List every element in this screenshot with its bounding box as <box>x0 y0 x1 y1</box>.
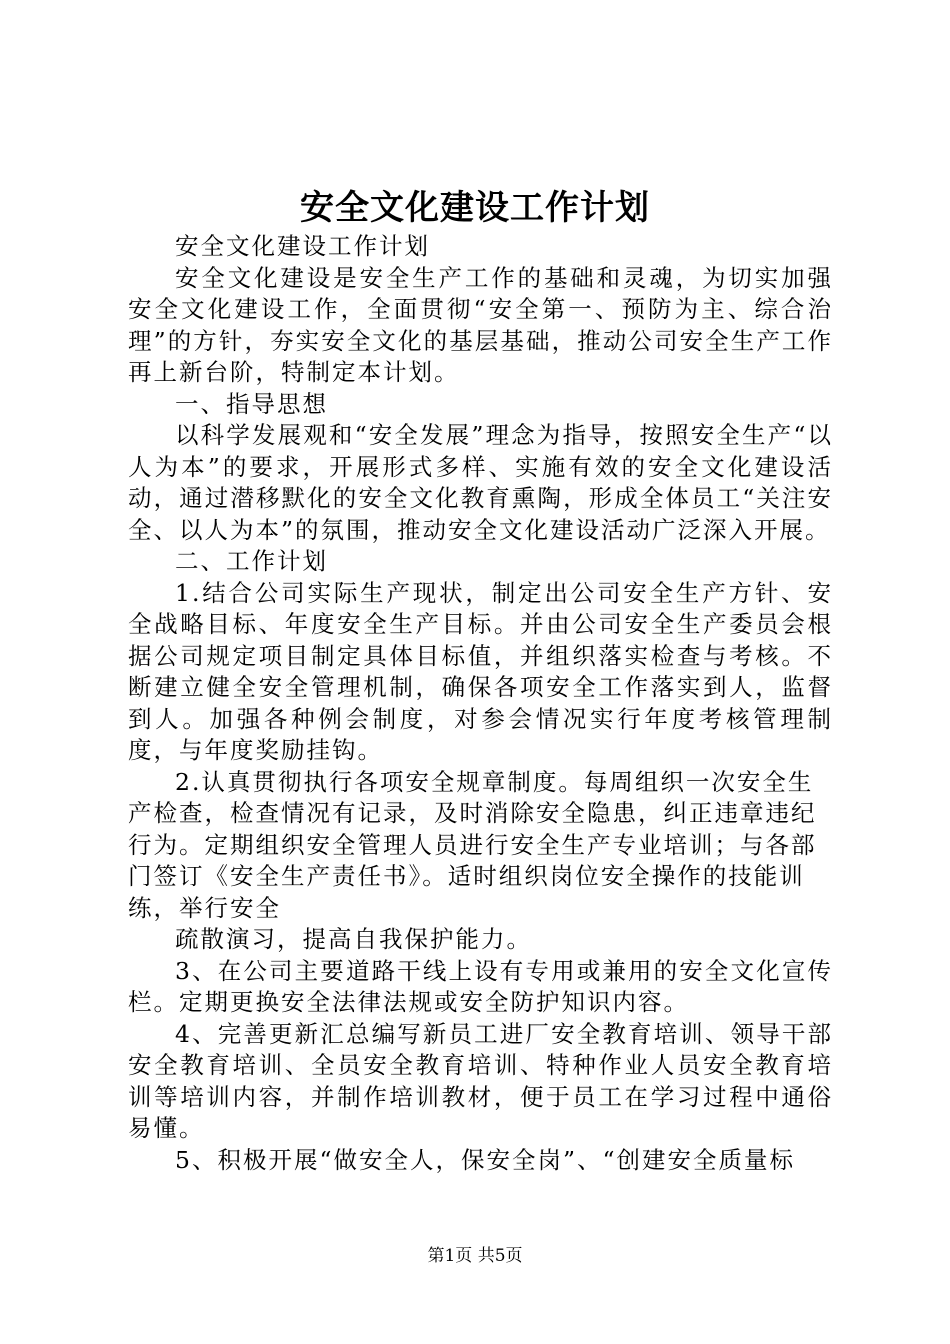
paragraph-intro: 安全文化建设是安全生产工作的基础和灵魂，为切实加强安全文化建设工作，全面贯彻“安全第一、预防为主、综合治理”的方针，夯实安全文化的基层基础，推动公司安全生产工作再上新台阶，特制定本计划。 <box>128 263 833 386</box>
paragraph-plan-item-5: 5、积极开展“做安全人，保安全岗”、“创建安全质量标 <box>175 1145 795 1174</box>
paragraph-plan-item-2: 2.认真贯彻执行各项安全规章制度。每周组织一次安全生产检查，检查情况有记录，及时消除安全隐患，纠正违章违纪行为。定期组织安全管理人员进行安全生产专业培训；与各部门签订《安全生产责任书》。适时组织岗位安全操作的技能训练，举行安全 <box>128 767 817 922</box>
paragraph-plan-item-3: 3、在公司主要道路干线上设有专用或兼用的安全文化宣传栏。定期更换安全法律法规或安全防护知识内容。 <box>128 956 833 1016</box>
page-number-footer: 第1页 共5页 <box>427 1246 523 1266</box>
document-title: 安全文化建设工作计划 <box>300 188 650 228</box>
paragraph-plan-item-4: 4、完善更新汇总编写新员工进厂安全教育培训、领导干部安全教育培训、全员安全教育培训、特种作业人员安全教育培训等培训内容，并制作培训教材，便于员工在学习过程中通俗易懂。 <box>128 1019 833 1142</box>
document-body <box>128 231 833 1176</box>
paragraph-guiding-ideology: 以科学发展观和“安全发展”理念为指导，按照安全生产“以人为本”的要求，开展形式多样、实施有效的安全文化建设活动，通过潜移默化的安全文化教育熏陶，形成全体员工“关注安全、以人为本”的氛围，推动安全文化建设活动广泛深入开展。 <box>128 421 833 544</box>
section-heading-work-plan: 二、工作计划 <box>175 547 328 575</box>
paragraph-subtitle: 安全文化建设工作计划 <box>175 232 430 260</box>
paragraph-plan-item-2-continued: 疏散演习，提高自我保护能力。 <box>175 925 532 953</box>
paragraph-plan-item-1: 1.结合公司实际生产现状，制定出公司安全生产方针、安全战略目标、年度安全生产目标。并由公司安全生产委员会根据公司规定项目制定具体目标值，并组织落实检查与考核。不断建立健全安全管理机制，确保各项安全工作落实到人，监督到人。加强各种例会制度，对参会情况实行年度考核管理制度，与年度奖励挂钩。 <box>128 578 833 764</box>
section-heading-guiding-ideology: 一、指导思想 <box>175 389 328 418</box>
